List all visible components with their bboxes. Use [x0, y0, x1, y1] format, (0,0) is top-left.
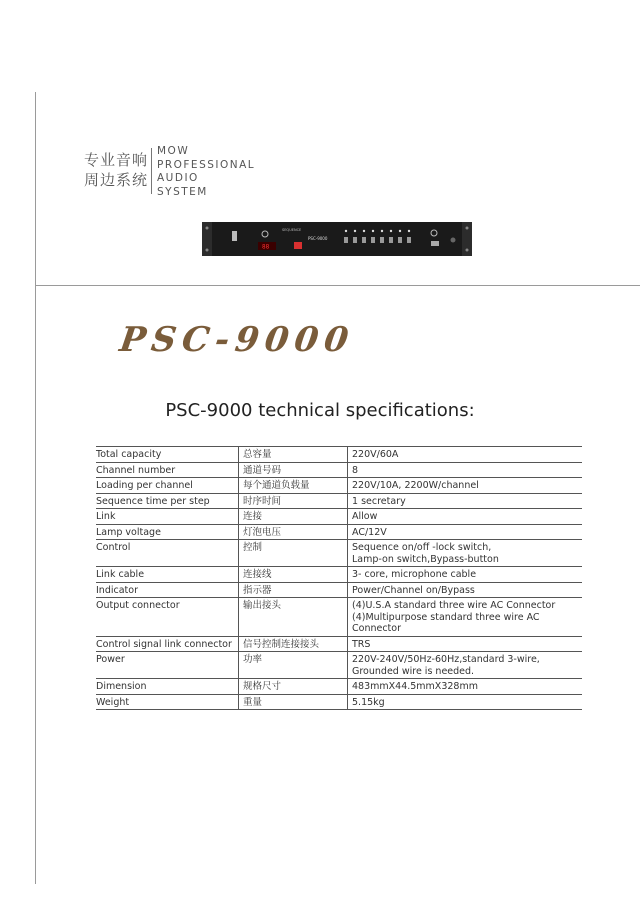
spec-value-line: (4)Multipurpose standard three wire AC Connector [352, 611, 540, 634]
spec-name-en: Loading per channel [96, 478, 239, 494]
brand-cn-line: 周边系统 [84, 171, 149, 189]
spec-value-line: 220V-240V/50Hz-60Hz,standard 3-wire, [352, 654, 540, 665]
spec-name-cn: 控制 [239, 540, 348, 567]
logo-mark [294, 242, 302, 249]
brand-separator [151, 148, 152, 194]
spec-name-en: Output connector [96, 598, 239, 637]
svg-text:PSC-9000: PSC-9000 [308, 236, 328, 241]
brand-en-line: SYSTEM [157, 185, 208, 198]
spec-name-cn: 总容量 [239, 447, 348, 463]
spec-value [348, 694, 583, 710]
spec-row [96, 636, 582, 652]
spec-value [348, 447, 583, 463]
spec-value [348, 493, 583, 509]
spec-value-line: 3- core, microphone cable [352, 569, 477, 580]
spec-name-cn: 指示器 [239, 582, 348, 598]
spec-name-en: Sequence time per step [96, 493, 239, 509]
spec-name-cn: 连接线 [239, 567, 348, 583]
rack-unit-body [202, 222, 472, 256]
spec-value-line: 483mmX44.5mmX328mm [352, 681, 478, 692]
spec-value-line: 8 [352, 464, 359, 476]
brand-chinese [84, 150, 148, 190]
spec-name-en: Link cable [96, 567, 239, 583]
spec-name-cn: 输出接头 [239, 598, 348, 637]
spec-row [96, 598, 582, 637]
spec-value [348, 524, 583, 540]
spec-row [96, 524, 582, 540]
brand-en-line: AUDIO [157, 172, 199, 184]
spec-row [96, 493, 582, 509]
spec-value [348, 509, 583, 525]
spec-name-cn: 灯泡电压 [239, 524, 348, 540]
rack-screw [206, 249, 209, 252]
rack-screw [206, 227, 209, 230]
spec-row [96, 694, 582, 710]
spec-name-en: Control [96, 540, 239, 567]
spec-name-en: Power [96, 652, 239, 679]
spec-name-cn: 规格尺寸 [239, 679, 348, 695]
spec-row [96, 462, 582, 478]
brand-en-line: MOW [157, 145, 190, 157]
rack-screw [466, 249, 469, 252]
spec-name-en: Link [96, 509, 239, 525]
power-switch [232, 231, 237, 241]
brand-cn-line: 专业音响 [84, 151, 149, 169]
spec-name-cn: 连接 [239, 509, 348, 525]
spec-value-line: Power/Channel on/Bypass [352, 584, 475, 596]
spec-value [348, 540, 583, 567]
spec-name-en: Channel number [96, 462, 239, 478]
key-switch [431, 241, 439, 246]
spec-value-line: 1 secretary [352, 495, 406, 507]
spec-table [96, 446, 582, 710]
spec-row [96, 652, 582, 679]
model-title: PSC-9000 [117, 320, 357, 360]
spec-name-en: Weight [96, 694, 239, 710]
spec-row [96, 509, 582, 525]
spec-value-line: TRS [352, 638, 371, 650]
spec-value-line: 220V/60A [352, 449, 399, 460]
spec-value-line: AC/12V [352, 526, 387, 538]
spec-value-line: Grounded wire is needed. [352, 665, 475, 677]
brand-en-line: PROFESSIONAL [157, 158, 256, 171]
svg-text:88: 88 [262, 243, 270, 251]
spec-row [96, 478, 582, 494]
spec-value-line: Allow [352, 511, 378, 522]
spec-value [348, 598, 583, 637]
spec-name-cn: 时序时间 [239, 493, 348, 509]
spec-value-line: 5.15kg [352, 696, 385, 708]
spec-row [96, 679, 582, 695]
link-connector [451, 238, 456, 243]
spec-name-cn: 通道号码 [239, 462, 348, 478]
spec-value [348, 582, 583, 598]
spec-heading: PSC-9000 technical specifications: [165, 400, 475, 421]
spec-value-line: (4)U.S.A standard three wire AC Connector [352, 600, 556, 611]
spec-value [348, 567, 583, 583]
spec-name-cn: 信号控制连接接头 [239, 636, 348, 652]
left-margin-rule [35, 92, 36, 884]
spec-name-cn: 重量 [239, 694, 348, 710]
spec-value [348, 652, 583, 679]
spec-value-line: Sequence on/off -lock switch, [352, 542, 492, 553]
spec-value-line: 220V/10A, 2200W/channel [352, 480, 479, 491]
rack-screw [466, 227, 469, 230]
spec-name-en: Total capacity [96, 447, 239, 463]
spec-name-en: Dimension [96, 679, 239, 695]
spec-name-en: Control signal link connector [96, 636, 239, 652]
spec-value [348, 478, 583, 494]
spec-value [348, 462, 583, 478]
svg-text:SEQUENCE: SEQUENCE [282, 228, 302, 232]
spec-value [348, 679, 583, 695]
spec-row [96, 582, 582, 598]
spec-value [348, 636, 583, 652]
spec-row [96, 540, 582, 567]
spec-value-line: Lamp-on switch,Bypass-button [352, 553, 499, 565]
spec-name-cn: 每个通道负载量 [239, 478, 348, 494]
spec-row [96, 447, 582, 463]
section-divider [35, 285, 640, 286]
spec-name-en: Lamp voltage [96, 524, 239, 540]
product-image [202, 218, 472, 260]
spec-name-cn: 功率 [239, 652, 348, 679]
brand-english [157, 145, 255, 199]
spec-row [96, 567, 582, 583]
spec-name-en: Indicator [96, 582, 239, 598]
